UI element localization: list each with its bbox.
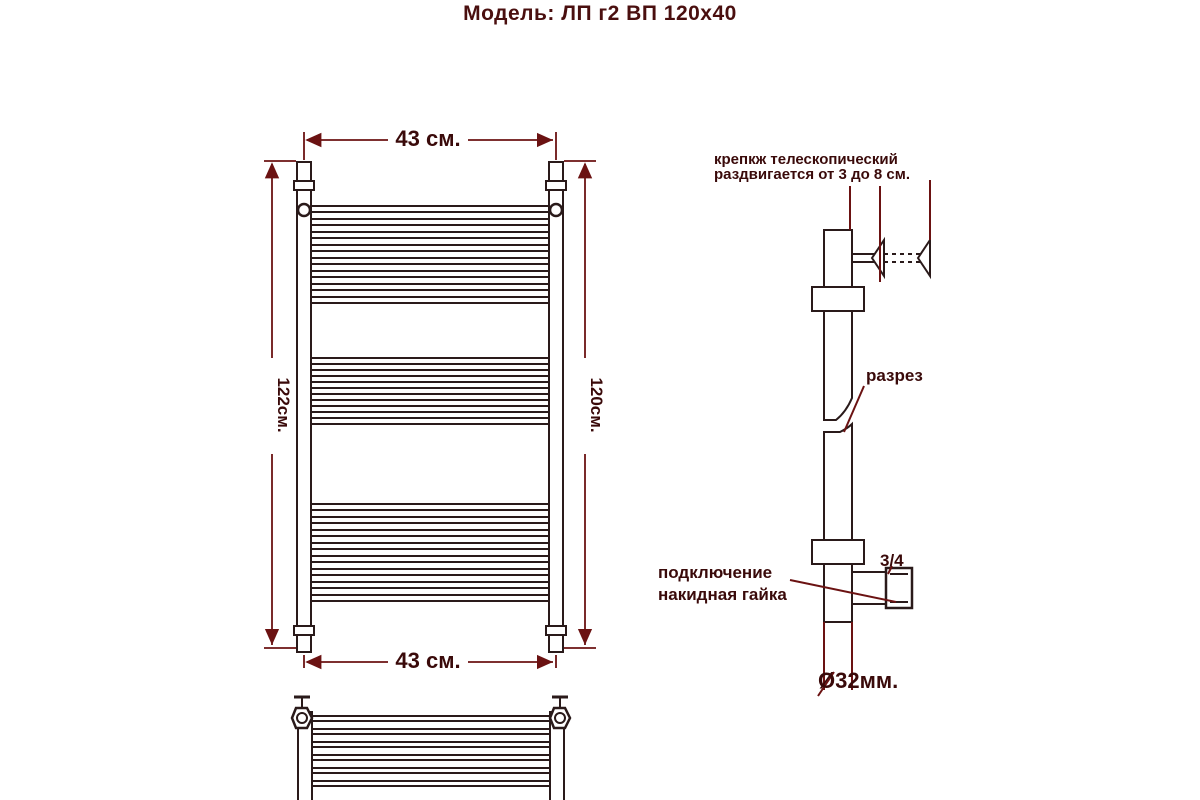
rung <box>311 569 549 575</box>
cap-right <box>550 204 562 216</box>
width-bottom-label: 43 см. <box>395 648 461 673</box>
rung <box>311 556 549 562</box>
side-view <box>812 180 930 690</box>
diameter-label: Ø32мм. <box>818 668 899 693</box>
bracket-top-right <box>546 181 566 190</box>
mount-label-line2: раздвигается от 3 до 8 см. <box>714 166 911 183</box>
height-right-label: 120см. <box>587 377 606 433</box>
top-view-rung <box>312 716 550 721</box>
rung <box>311 517 549 523</box>
mount-label-line1: крепкж телескопический <box>714 151 898 168</box>
side-tube-upper <box>824 230 852 420</box>
bracket-top-left <box>294 181 314 190</box>
rung <box>311 219 549 225</box>
rung <box>311 382 549 388</box>
cut-label: разрез <box>866 366 923 385</box>
connection-label-line2: накидная гайка <box>658 585 787 604</box>
cap-left <box>298 204 310 216</box>
rung <box>311 370 549 376</box>
top-view-rung <box>312 742 550 747</box>
rung <box>311 595 549 601</box>
bracket-bottom-right <box>546 626 566 635</box>
rung <box>311 406 549 412</box>
rung <box>311 582 549 588</box>
rung <box>311 418 549 424</box>
side-collar-bottom <box>812 540 864 564</box>
rung <box>311 504 549 510</box>
rung <box>311 232 549 238</box>
mount-cone <box>872 240 884 276</box>
rung <box>311 245 549 251</box>
rung <box>311 530 549 536</box>
bracket-bottom-left <box>294 626 314 635</box>
wall-plate <box>918 240 930 276</box>
rung <box>311 394 549 400</box>
top-view-rung <box>312 781 550 786</box>
connection-label-line1: подключение <box>658 563 773 582</box>
side-collar-top <box>812 287 864 311</box>
left-post <box>297 162 311 652</box>
rung <box>311 206 549 212</box>
rung <box>311 284 549 290</box>
rungs <box>311 206 549 601</box>
rung <box>311 271 549 277</box>
rung <box>311 297 549 303</box>
top-view-rung <box>312 729 550 734</box>
top-view-rung <box>312 755 550 760</box>
right-post <box>549 162 563 652</box>
height-left-label: 122см. <box>274 377 293 433</box>
width-top-label: 43 см. <box>395 126 461 151</box>
top-view <box>292 697 570 800</box>
top-view-rung <box>312 768 550 773</box>
rung <box>311 258 549 264</box>
top-view-rungs <box>312 716 550 786</box>
rung <box>311 358 549 364</box>
thread-label: 3/4 <box>880 551 904 570</box>
page-title: Модель: ЛП г2 ВП 120х40 <box>463 2 737 25</box>
front-view <box>294 162 566 652</box>
rung <box>311 543 549 549</box>
